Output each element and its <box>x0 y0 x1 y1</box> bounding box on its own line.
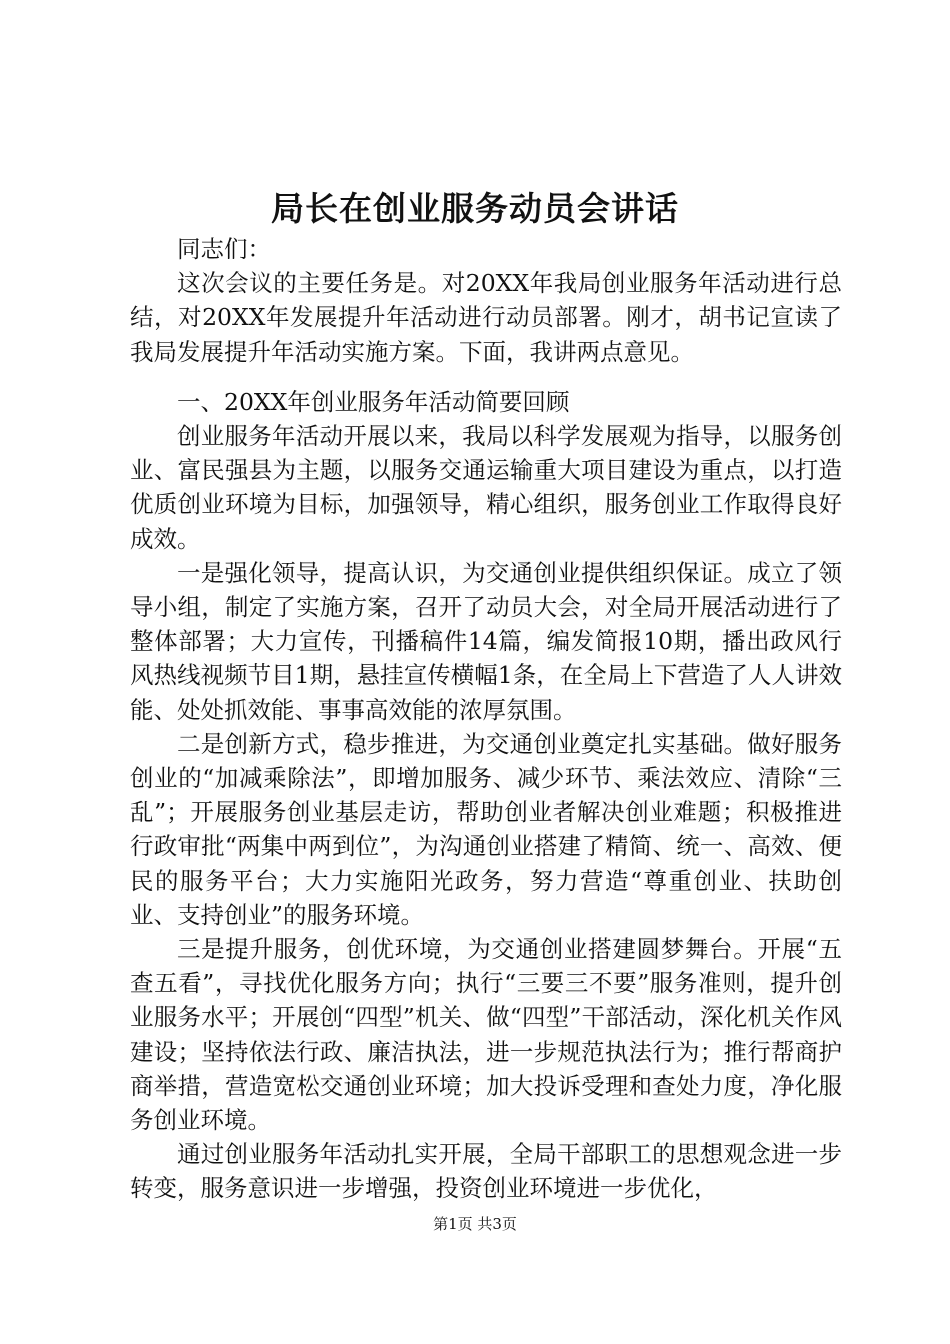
section-heading: 一、20XX年创业服务年活动简要回顾 <box>177 387 570 416</box>
paragraph-summary: 通过创业服务年活动扎实开展，全局干部职工的思想观念进一步转变，服务意识进一步增强，投资创业环境进一步优化， <box>130 1140 842 1203</box>
paragraph-intro: 这次会议的主要任务是。对20XX年我局创业服务年活动进行总结，对20XX年发展提升年活动进行动员部署。刚才，胡书记宣读了我局发展提升年活动实施方案。下面，我讲两点意见。 <box>130 269 842 366</box>
document-body <box>130 232 842 1206</box>
paragraph-point-two: 二是创新方式，稳步推进，为交通创业奠定扎实基础。做好服务创业的“加减乘除法”，即增加服务、减少环节、乘法效应、清除“三乱”；开展服务创业基层走访，帮助创业者解决创业难题；积极推进行政审批“两集中两到位”，为沟通创业搭建了精简、统一、高效、便民的服务平台；大力实施阳光政务，努力营造“尊重创业、扶助创业、支持创业”的服务环境。 <box>130 729 842 929</box>
paragraph-point-three: 三是提升服务，创优环境，为交通创业搭建圆梦舞台。开展“五查五看”，寻找优化服务方向；执行“三要三不要”服务准则，提升创业服务水平；开展创“四型”机关、做“四型”干部活动，深化机关作风建设；坚持依法行政、廉洁执法，进一步规范执法行为；推行帮商护商举措，营造宽松交通创业环境；加大投诉受理和查处力度，净化服务创业环境。 <box>130 935 842 1135</box>
page-indicator: 第1页 共3页 <box>433 1215 517 1233</box>
paragraph-point-one: 一是强化领导，提高认识，为交通创业提供组织保证。成立了领导小组，制定了实施方案，召开了动员大会，对全局开展活动进行了整体部署；大力宣传，刊播稿件14篇，编发简报10期，播出政风行风热线视频节目1期，悬挂宣传横幅1条，在全局上下营造了人人讲效能、处处抓效能、事事高效能的浓厚氛围。 <box>130 558 842 724</box>
paragraph-overview: 创业服务年活动开展以来，我局以科学发展观为指导，以服务创业、富民强县为主题，以服务交通运输重大项目建设为重点，以打造优质创业环境为目标，加强领导，精心组织，服务创业工作取得良好成效。 <box>130 422 842 553</box>
document-title: 局长在创业服务动员会讲话 <box>271 189 679 228</box>
salutation: 同志们： <box>177 235 271 263</box>
